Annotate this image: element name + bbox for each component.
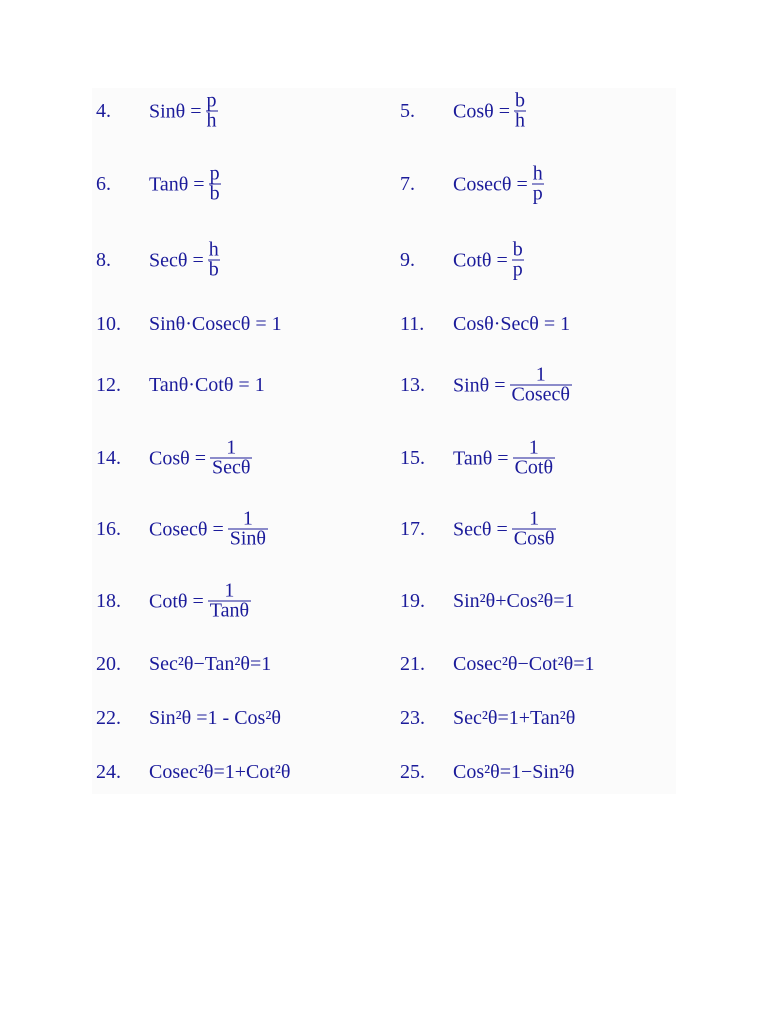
formula-number: 12. — [96, 374, 121, 396]
formula-number: 6. — [96, 173, 111, 195]
formula-expression — [149, 313, 282, 335]
fraction-denominator: Sinθ — [229, 527, 267, 550]
fraction — [510, 363, 572, 406]
formula-text: Sin²θ+Cos²θ=1 — [453, 590, 575, 612]
formula-expression — [453, 653, 594, 675]
formula-number: 14. — [96, 447, 121, 469]
fraction-numerator: p — [206, 89, 217, 112]
formula-number: 25. — [400, 761, 425, 783]
formula-text: Cos²θ=1−Sin²θ — [453, 761, 575, 783]
formula-lhs: Cosecθ = — [149, 518, 224, 540]
fraction-numerator: b — [512, 238, 523, 261]
formula-expression — [453, 507, 556, 550]
formula-lhs: Sinθ = — [149, 100, 202, 122]
formula-expression — [149, 238, 220, 281]
formula-lhs: Cosθ = — [453, 100, 510, 122]
fraction-denominator: Cosecθ — [511, 383, 571, 406]
fraction-denominator: Secθ — [211, 456, 251, 479]
formula-row — [92, 81, 676, 141]
formula-text: Sec²θ−Tan²θ=1 — [149, 653, 272, 675]
fraction-denominator: h — [206, 109, 217, 132]
fraction — [228, 507, 268, 550]
formula-expression — [453, 707, 575, 729]
formula-number: 9. — [400, 249, 415, 271]
formula-expression — [453, 363, 572, 406]
formula-text: Cosθ·Secθ = 1 — [453, 313, 571, 335]
formula-expression — [453, 238, 524, 281]
formula-text: Cosec²θ−Cot²θ=1 — [453, 653, 595, 675]
fraction-denominator: p — [532, 182, 543, 205]
formula-lhs: Cosθ = — [149, 447, 206, 469]
formula-expression — [453, 761, 575, 783]
fraction-denominator: h — [514, 109, 525, 132]
formula-row — [92, 154, 676, 214]
formula-number: 23. — [400, 707, 425, 729]
fraction-denominator: b — [208, 258, 219, 281]
formula-row — [92, 230, 676, 290]
fraction-numerator: 1 — [242, 507, 253, 530]
formula-row — [92, 742, 676, 802]
formula-number: 4. — [96, 100, 111, 122]
fraction-numerator: 1 — [535, 363, 546, 386]
formula-text: Sec²θ=1+Tan²θ — [453, 707, 576, 729]
formula-row — [92, 499, 676, 559]
formula-row — [92, 634, 676, 694]
formula-expression — [453, 436, 555, 479]
fraction — [210, 436, 252, 479]
fraction — [513, 436, 555, 479]
formula-expression — [149, 436, 252, 479]
formula-number: 24. — [96, 761, 121, 783]
fraction-denominator: b — [209, 182, 220, 205]
formula-row — [92, 355, 676, 415]
formula-text: Sin²θ =1 - Cos²θ — [149, 707, 281, 729]
formula-lhs: Cotθ = — [453, 249, 508, 271]
formula-expression — [149, 162, 221, 205]
formula-number: 15. — [400, 447, 425, 469]
fraction — [208, 579, 251, 622]
fraction — [514, 89, 526, 132]
formula-number: 11. — [400, 313, 425, 335]
formula-expression — [453, 89, 526, 132]
formula-row — [92, 428, 676, 488]
formula-expression — [149, 507, 268, 550]
formula-row — [92, 688, 676, 748]
formula-number: 7. — [400, 173, 415, 195]
formula-expression — [149, 707, 281, 729]
formula-expression — [149, 653, 271, 675]
fraction-denominator: Cotθ — [514, 456, 554, 479]
formula-expression — [453, 162, 544, 205]
formula-text: Sinθ·Cosecθ = 1 — [149, 313, 282, 335]
fraction-numerator: p — [209, 162, 220, 185]
fraction — [209, 162, 221, 205]
formula-number: 18. — [96, 590, 121, 612]
formula-row — [92, 571, 676, 631]
fraction — [512, 507, 557, 550]
fraction-numerator: h — [532, 162, 543, 185]
formula-lhs: Tanθ = — [149, 173, 205, 195]
formula-lhs: Sinθ = — [453, 374, 506, 396]
formula-number: 21. — [400, 653, 425, 675]
fraction-numerator: 1 — [226, 436, 237, 459]
formula-sheet — [92, 88, 676, 794]
formula-expression — [149, 89, 218, 132]
formula-number: 5. — [400, 100, 415, 122]
formula-number: 13. — [400, 374, 425, 396]
formula-row — [92, 294, 676, 354]
fraction — [208, 238, 220, 281]
formula-number: 22. — [96, 707, 121, 729]
fraction — [206, 89, 218, 132]
formula-number: 20. — [96, 653, 121, 675]
formula-number: 16. — [96, 518, 121, 540]
formula-number: 19. — [400, 590, 425, 612]
formula-lhs: Secθ = — [149, 249, 204, 271]
fraction — [512, 238, 524, 281]
fraction-numerator: 1 — [529, 507, 540, 530]
fraction-numerator: 1 — [224, 579, 235, 602]
formula-text: Tanθ·Cotθ = 1 — [149, 374, 265, 396]
formula-expression — [149, 761, 290, 783]
formula-number: 8. — [96, 249, 111, 271]
fraction — [532, 162, 544, 205]
formula-expression — [149, 579, 251, 622]
formula-lhs: Secθ = — [453, 518, 508, 540]
formula-text: Cosec²θ=1+Cot²θ — [149, 761, 291, 783]
formula-expression — [453, 590, 575, 612]
formula-number: 10. — [96, 313, 121, 335]
fraction-denominator: Tanθ — [209, 599, 250, 622]
fraction-numerator: h — [208, 238, 219, 261]
formula-number: 17. — [400, 518, 425, 540]
formula-lhs: Cosecθ = — [453, 173, 528, 195]
fraction-numerator: 1 — [528, 436, 539, 459]
formula-lhs: Cotθ = — [149, 590, 204, 612]
formula-lhs: Tanθ = — [453, 447, 509, 469]
fraction-denominator: Cosθ — [513, 527, 555, 550]
formula-expression — [453, 313, 570, 335]
formula-expression — [149, 374, 265, 396]
fraction-denominator: p — [512, 258, 523, 281]
fraction-numerator: b — [514, 89, 525, 112]
